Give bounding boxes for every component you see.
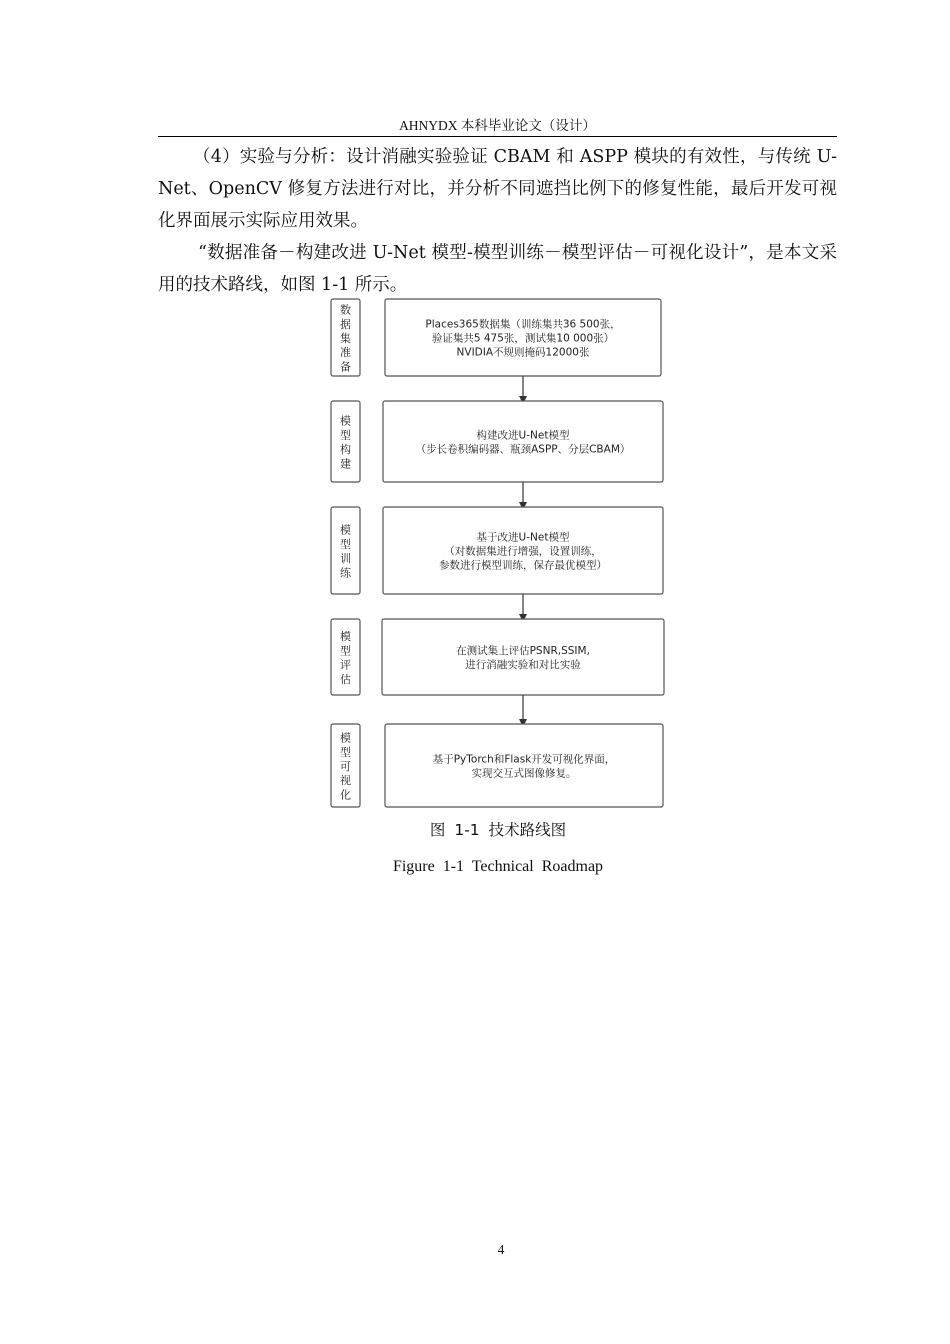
stage-content-line: 在测试集上评估PSNR,SSIM, [456,645,590,657]
stage-label-char: 练 [340,566,351,580]
figure-caption-en: Figure 1-1 Technical Roadmap [392,858,604,875]
stage-content-line: 基于PyTorch和Flask开发可视化界面， [432,753,616,766]
stage-label-char: 模 [340,630,351,644]
stage-content-line: 基于改进U-Net模型 [476,531,570,544]
stage-label-char: 视 [340,774,351,788]
stage-label-char: 模 [340,523,351,537]
stage-content-line: 参数进行模型训练，保存最优模型） [439,559,607,572]
stage-content-line: 构建改进U-Net模型 [476,429,570,442]
stage-label-char: 化 [340,788,351,802]
stage-label-char: 构 [340,443,351,457]
page-header: AHNYDX 本科毕业论文（设计） [399,118,596,133]
stage-label-char: 集 [340,332,351,345]
stage-label-char: 型 [340,428,351,442]
stage-label-char: 估 [340,672,351,686]
stage-label-char: 型 [340,644,351,658]
stage-content-line: （对数据集进行增强，设置训练， [444,545,602,558]
paragraph-experiment-analysis: （4）实验与分析：设计消融实验验证 CBAM 和 ASPP 模块的有效性，与传统 U-Net、OpenCV 修复方法进行对比，并分析不同遮挡比例下的修复性能，最后开发可视化界面展示实际应用效果。 [158,147,837,231]
figure-caption-cn: 图 1-1 技术路线图 [429,821,567,839]
paragraph-technical-route: “数据准备－构建改进 U-Net 模型-模型训练－模型评估－可视化设计”，是本文采用的技术路线，如图 1-1 所示。 [158,243,837,295]
stage-content-line: 实现交互式图像修复。 [471,767,577,780]
stage-label-char: 型 [340,537,351,551]
stage-label-char: 评 [340,658,351,672]
stage-label-char: 模 [340,731,351,745]
stage-content-line: （步长卷积编码器、瓶颈ASPP、分层CBAM） [415,443,631,456]
stage-label-char: 据 [340,317,351,331]
stage-label-char: 型 [340,745,351,759]
stage-content-line: NVIDIA不规则掩码12000张 [456,346,590,359]
stage-label-char: 准 [340,346,351,360]
stage-content-line: Places365数据集（训练集共36 500张， [425,318,621,331]
stage-content-box [383,401,663,482]
stage-content-line: 验证集共5 475张，测试集10 000张） [431,332,615,345]
stage-label-char: 模 [340,414,351,428]
page-number: 4 [497,1242,505,1257]
stage-content-box [382,619,664,695]
stage-label-char: 训 [340,552,351,566]
stage-label-char: 数 [340,303,351,317]
stage-label-char: 备 [340,360,351,374]
stage-content-box [385,724,663,807]
stage-label-char: 建 [340,457,351,471]
stage-content-line: 进行消融实验和对比实验 [465,659,581,671]
stage-label-char: 可 [340,760,351,773]
